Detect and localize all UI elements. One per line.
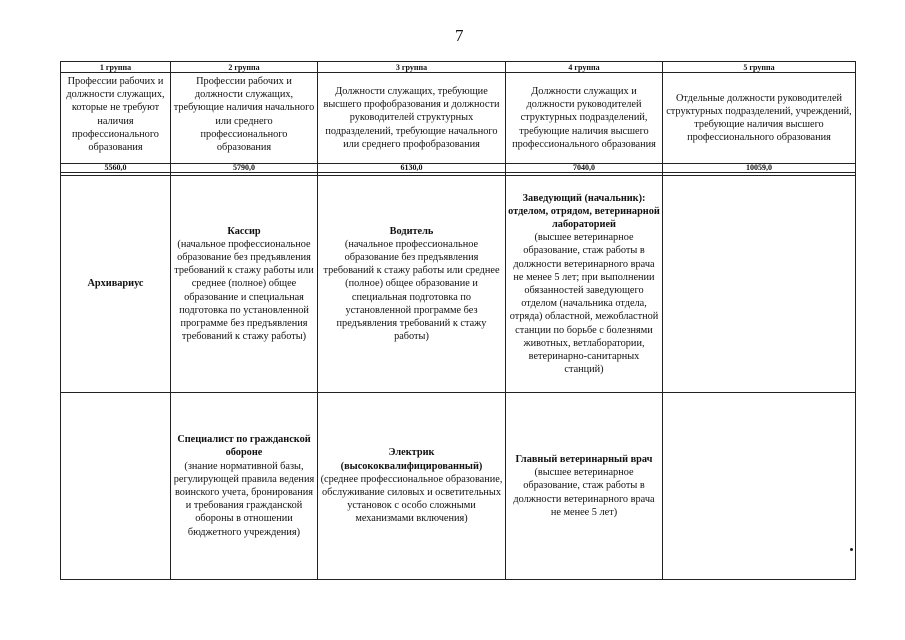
position-title: Водитель [389,225,434,237]
salary-group-5: 10059,0 [663,164,856,173]
position-title: Главный ветеринарный врач [515,453,653,465]
group-header-row [61,62,856,73]
position-chief-veterinarian [506,393,663,580]
positions-row-2 [61,393,856,580]
position-requirements: (среднее профессиональное образование, обслуживание силовых и осветительных установок с особо сложными механизмами включения) [320,473,503,525]
salary-group-2: 5790,0 [171,164,318,173]
position-requirements: (начальное профессиональное образование без предъявления требований к стажу работы или среднее (полное) общее образование и специальная подготовка по установленной программе без предъявления требований к стажу работы) [323,238,500,343]
group-header-5: 5 группа [663,62,856,73]
group-description-2: Профессии рабочих и должности служащих, требующие наличия начального или среднего профессионального образования [171,73,318,164]
group-header-4: 4 группа [506,62,663,73]
position-civil-defense-specialist [171,393,318,580]
position-archivist [61,176,171,393]
position-requirements: (высшее ветеринарное образование, стаж работы в должности ветеринарного врача не менее 5 лет; при выполнении обязанностей заведующего отделом (начальника отдела, отряда) областной, межобластной станции по борьбе с болезнями животных, ветлаборатории, ветеринарно-санитарных станций) [509,232,659,376]
position-title: Заведующий (начальник): отделом, отрядом, ветеринарной лабораторией [508,192,660,230]
position-requirements: (высшее ветеринарное образование, стаж работы в должности ветеринарного врача не менее 5 лет) [513,467,655,518]
salary-group-4: 7040,0 [506,164,663,173]
position-head-of-department [506,176,663,393]
group-description-5: Отдельные должности руководителей структурных подразделений, учреждений, требующие наличия высшего профессионального образования [663,73,856,164]
page-number: 7 [455,26,464,45]
position-electrician [318,393,506,580]
positions-row-1 [61,176,856,393]
position-requirements: (знание нормативной базы, регулирующей правила ведения воинского учета, бронирования и требования гражданской обороны в отношении бюджетного учреждения) [173,460,315,538]
group-header-3: 3 группа [318,62,506,73]
group-header-1: 1 группа [61,62,171,73]
salary-group-1: 5560,0 [61,164,171,173]
stray-mark [850,548,853,551]
position-requirements: (начальное профессиональное образование без предъявления требований к стажу работы или среднее (полное) общее образование и специальная подготовка по установленной программе без предъявления требований к стажу работы) [174,238,314,343]
salary-group-3: 6130,0 [318,164,506,173]
position-empty-cell [663,393,856,580]
position-title: Архивариус [87,278,144,290]
salary-groups-table [60,61,856,580]
position-empty-cell [663,176,856,393]
position-empty-cell [61,393,171,580]
position-cashier [171,176,318,393]
position-title: Электрик (высококвалифицированный) [340,447,483,472]
position-title: Кассир [227,225,261,237]
position-driver [318,176,506,393]
group-description-4: Должности служащих и должности руководителей структурных подразделений, требующие наличия высшего профессионального образования [506,73,663,164]
group-header-2: 2 группа [171,62,318,73]
group-description-1: Профессии рабочих и должности служащих, которые не требуют наличия профессионального образования [61,73,171,164]
salary-row [61,164,856,173]
group-description-row [61,73,856,164]
position-title: Специалист по гражданской обороне [177,434,311,459]
group-description-3: Должности служащих, требующие высшего профобразования и должности руководителей структурных подразделений, требующие начального или среднего профобразования [318,73,506,164]
